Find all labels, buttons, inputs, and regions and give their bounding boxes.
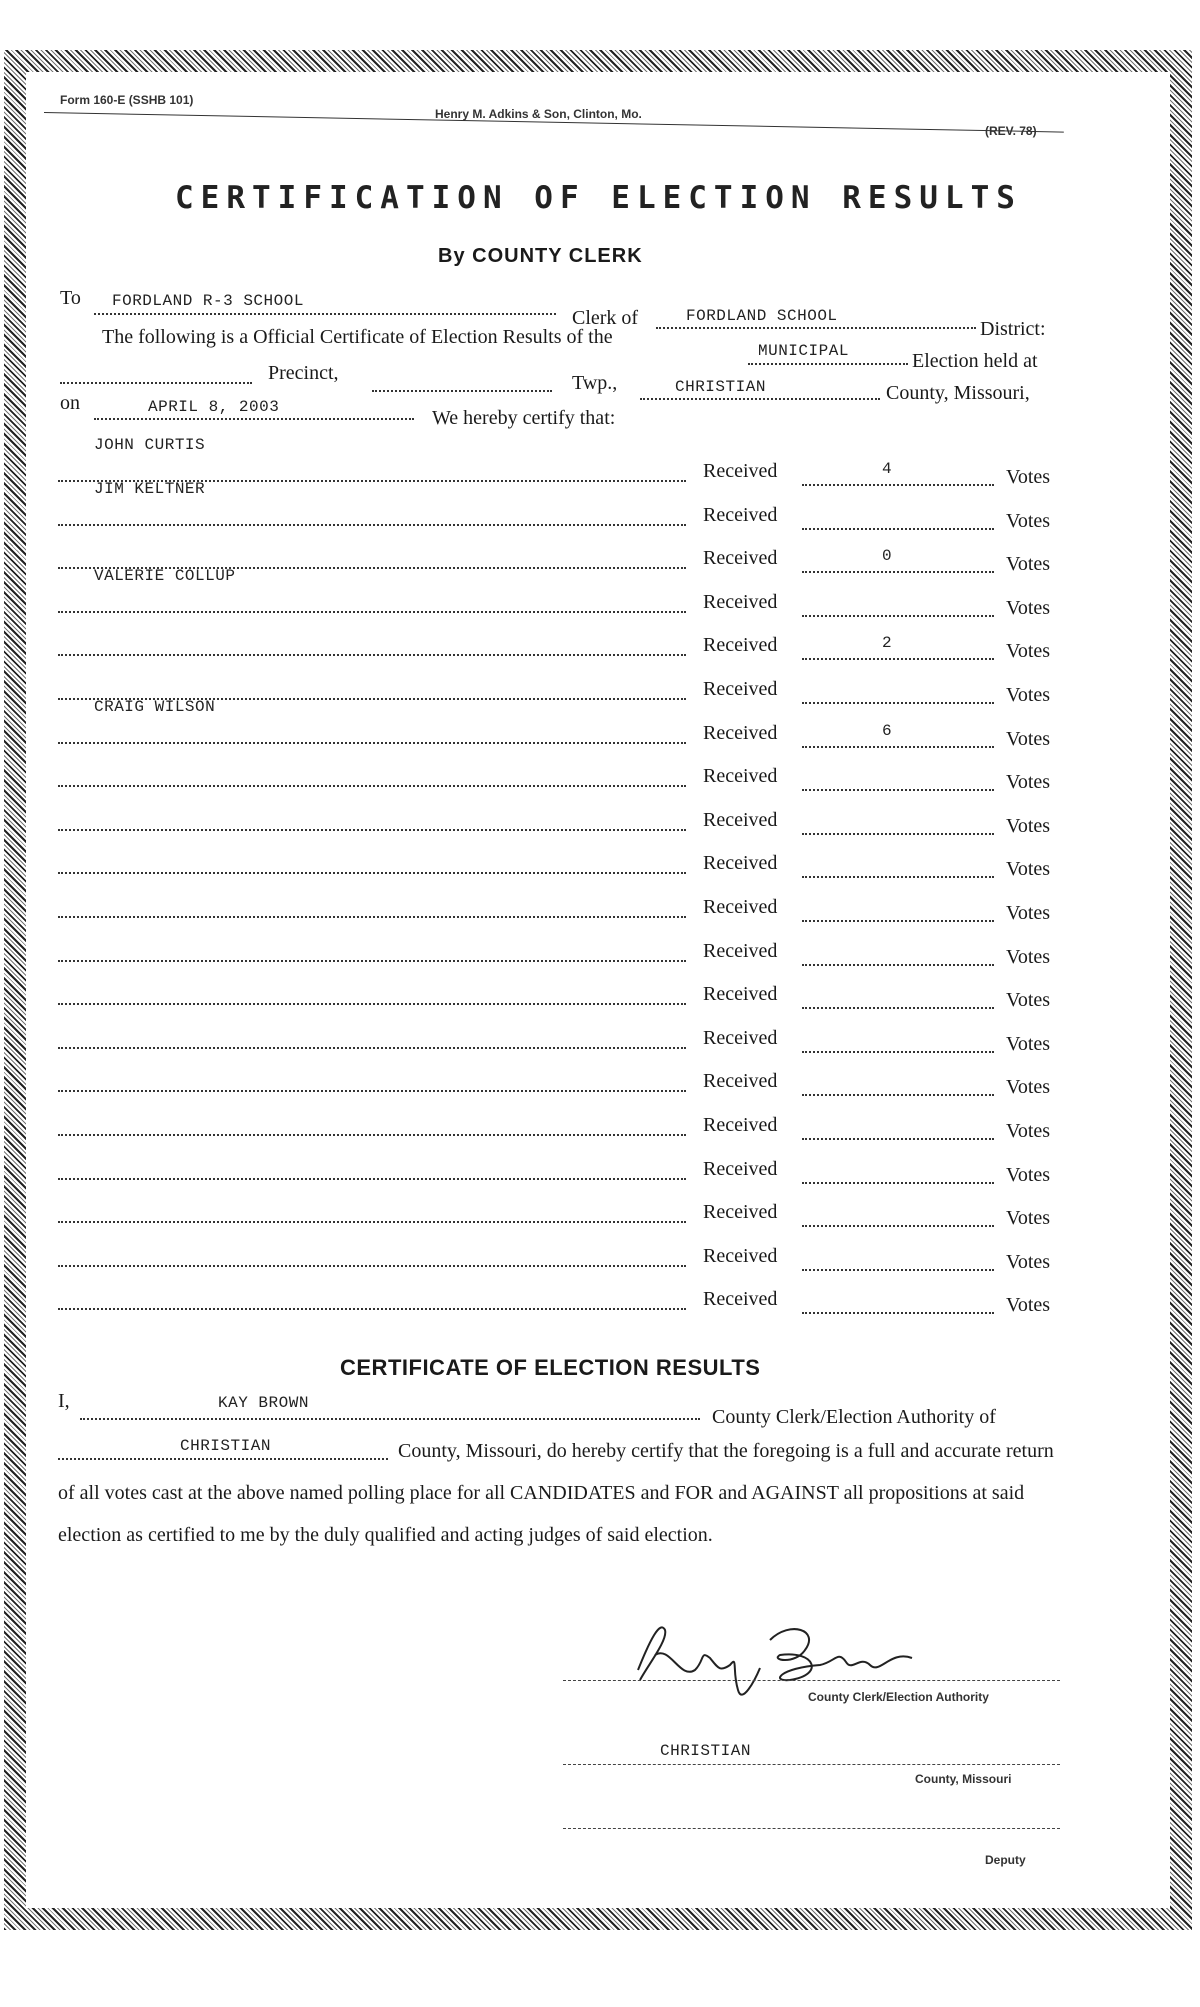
signature-image bbox=[620, 1610, 920, 1700]
county-value: CHRISTIAN bbox=[675, 378, 766, 396]
certificate-body: County, Missouri, do hereby certify that the foregoing is a full and accurate return of all votes cast at the above named polling place for all CANDIDATES and FOR and AGAINST all propositions at said election as certified to me by the duly qualified and acting judges of said election. bbox=[58, 1440, 1054, 1546]
deputy-label: Deputy bbox=[985, 1853, 1026, 1867]
votes-label: Votes bbox=[1006, 1251, 1051, 1273]
to-value: FORDLAND R-3 SCHOOL bbox=[112, 292, 304, 310]
votes-label: Votes bbox=[1006, 684, 1051, 706]
vote-count-line bbox=[802, 1269, 994, 1271]
vote-count-line bbox=[802, 484, 994, 486]
votes-label: Votes bbox=[1006, 771, 1051, 793]
vote-count-line bbox=[802, 658, 994, 660]
county-sig-value: CHRISTIAN bbox=[660, 1742, 751, 1760]
candidate-name: JIM KELTNER bbox=[94, 480, 206, 498]
i-label: I, bbox=[58, 1390, 70, 1412]
precinct-line bbox=[60, 382, 252, 384]
vote-count-line bbox=[802, 964, 994, 966]
county-sig-line bbox=[563, 1764, 1060, 1765]
precinct-label: Precinct, bbox=[268, 362, 339, 384]
candidate-name-line bbox=[58, 1178, 686, 1180]
date-value: APRIL 8, 2003 bbox=[148, 398, 280, 416]
votes-label: Votes bbox=[1006, 902, 1051, 924]
votes-label: Votes bbox=[1006, 728, 1051, 750]
certificate-heading: CERTIFICATE OF ELECTION RESULTS bbox=[340, 1355, 761, 1380]
votes-label: Votes bbox=[1006, 1076, 1051, 1098]
received-label: Received bbox=[703, 504, 778, 526]
vote-count-line bbox=[802, 1094, 994, 1096]
vote-count-line bbox=[802, 528, 994, 530]
to-line bbox=[94, 313, 556, 315]
vote-count-line bbox=[802, 1182, 994, 1184]
received-label: Received bbox=[703, 1070, 778, 1092]
following-text: The following is a Official Certificate of Election Results of the bbox=[102, 326, 613, 348]
votes-label: Votes bbox=[1006, 1294, 1051, 1316]
received-label: Received bbox=[703, 1027, 778, 1049]
candidate-name-line bbox=[58, 916, 686, 918]
vote-count-line bbox=[802, 1138, 994, 1140]
clerk-name-line bbox=[80, 1418, 700, 1420]
received-label: Received bbox=[703, 809, 778, 831]
candidate-name-line bbox=[58, 960, 686, 962]
vote-count-line bbox=[802, 920, 994, 922]
received-label: Received bbox=[703, 1245, 778, 1267]
votes-label: Votes bbox=[1006, 510, 1051, 532]
clerk-of-line bbox=[656, 327, 976, 329]
twp-line bbox=[640, 398, 880, 400]
candidate-name-line bbox=[58, 524, 686, 526]
received-label: Received bbox=[703, 634, 778, 656]
candidate-name: VALERIE COLLUP bbox=[94, 567, 236, 585]
received-label: Received bbox=[703, 678, 778, 700]
candidate-name-line bbox=[58, 872, 686, 874]
votes-label: Votes bbox=[1006, 597, 1051, 619]
received-label: Received bbox=[703, 591, 778, 613]
twp-label: Twp., bbox=[572, 372, 618, 394]
received-label: Received bbox=[703, 460, 778, 482]
vote-count: 2 bbox=[882, 634, 893, 652]
candidate-name: JOHN CURTIS bbox=[94, 436, 206, 454]
received-label: Received bbox=[703, 940, 778, 962]
votes-label: Votes bbox=[1006, 1120, 1051, 1142]
votes-label: Votes bbox=[1006, 815, 1051, 837]
candidate-name-line bbox=[58, 1308, 686, 1310]
vote-count-line bbox=[802, 789, 994, 791]
received-label: Received bbox=[703, 1114, 778, 1136]
deputy-line bbox=[563, 1828, 1060, 1829]
received-label: Received bbox=[703, 765, 778, 787]
certify-text: We hereby certify that: bbox=[432, 407, 616, 429]
candidate-name-line bbox=[58, 1221, 686, 1223]
received-label: Received bbox=[703, 983, 778, 1005]
vote-count-line bbox=[802, 1225, 994, 1227]
form-number: Form 160-E (SSHB 101) bbox=[60, 93, 194, 107]
vote-count-line bbox=[802, 1312, 994, 1314]
clerk-of-label: Clerk of bbox=[572, 307, 639, 329]
form-title: CERTIFICATION OF ELECTION RESULTS bbox=[175, 180, 1022, 216]
received-label: Received bbox=[703, 722, 778, 744]
received-label: Received bbox=[703, 852, 778, 874]
received-label: Received bbox=[703, 1158, 778, 1180]
printer-name: Henry M. Adkins & Son, Clinton, Mo. bbox=[435, 107, 642, 121]
vote-count-line bbox=[802, 876, 994, 878]
votes-label: Votes bbox=[1006, 989, 1051, 1011]
date-line bbox=[94, 418, 414, 420]
vote-count-line bbox=[802, 702, 994, 704]
authority-label: County Clerk/Election Authority of bbox=[712, 1406, 996, 1428]
election-held-at: Election held at bbox=[912, 350, 1038, 372]
vote-count: 0 bbox=[882, 547, 893, 565]
candidate-name: CRAIG WILSON bbox=[94, 698, 216, 716]
district-label: District: bbox=[980, 318, 1046, 340]
candidate-name-line bbox=[58, 1047, 686, 1049]
received-label: Received bbox=[703, 1288, 778, 1310]
precinct-value-line bbox=[372, 390, 552, 392]
vote-count-line bbox=[802, 1007, 994, 1009]
form-subtitle: By COUNTY CLERK bbox=[438, 245, 643, 267]
received-label: Received bbox=[703, 547, 778, 569]
votes-label: Votes bbox=[1006, 1207, 1051, 1229]
signature-label: County Clerk/Election Authority bbox=[808, 1690, 989, 1704]
election-type-value: MUNICIPAL bbox=[758, 342, 849, 360]
votes-label: Votes bbox=[1006, 946, 1051, 968]
received-label: Received bbox=[703, 1201, 778, 1223]
vote-count-line bbox=[802, 746, 994, 748]
received-label: Received bbox=[703, 896, 778, 918]
votes-label: Votes bbox=[1006, 1164, 1051, 1186]
votes-label: Votes bbox=[1006, 1033, 1051, 1055]
vote-count: 6 bbox=[882, 722, 893, 740]
to-label: To bbox=[60, 287, 81, 309]
candidate-name-line bbox=[58, 1134, 686, 1136]
clerk-name: KAY BROWN bbox=[218, 1394, 309, 1412]
votes-label: Votes bbox=[1006, 553, 1051, 575]
signature-line bbox=[563, 1680, 1060, 1681]
cert-county-value: CHRISTIAN bbox=[180, 1437, 271, 1455]
candidate-name-line bbox=[58, 1265, 686, 1267]
vote-count-line bbox=[802, 833, 994, 835]
candidate-name-line bbox=[58, 829, 686, 831]
candidate-name-line bbox=[58, 785, 686, 787]
candidate-name-line bbox=[58, 611, 686, 613]
revision: (REV. 78) bbox=[985, 124, 1037, 138]
county-sig-label: County, Missouri bbox=[915, 1772, 1012, 1786]
clerk-of-value: FORDLAND SCHOOL bbox=[686, 307, 838, 325]
vote-count-line bbox=[802, 615, 994, 617]
vote-count-line bbox=[802, 1051, 994, 1053]
candidate-name-line bbox=[58, 654, 686, 656]
votes-label: Votes bbox=[1006, 858, 1051, 880]
candidate-name-line bbox=[58, 1003, 686, 1005]
vote-count-line bbox=[802, 571, 994, 573]
votes-label: Votes bbox=[1006, 640, 1051, 662]
vote-count: 4 bbox=[882, 460, 893, 478]
county-label: County, Missouri, bbox=[886, 382, 1030, 404]
on-label: on bbox=[60, 392, 80, 414]
votes-label: Votes bbox=[1006, 466, 1051, 488]
candidate-name-line bbox=[58, 742, 686, 744]
election-type-line bbox=[748, 363, 908, 365]
candidate-name-line bbox=[58, 1090, 686, 1092]
